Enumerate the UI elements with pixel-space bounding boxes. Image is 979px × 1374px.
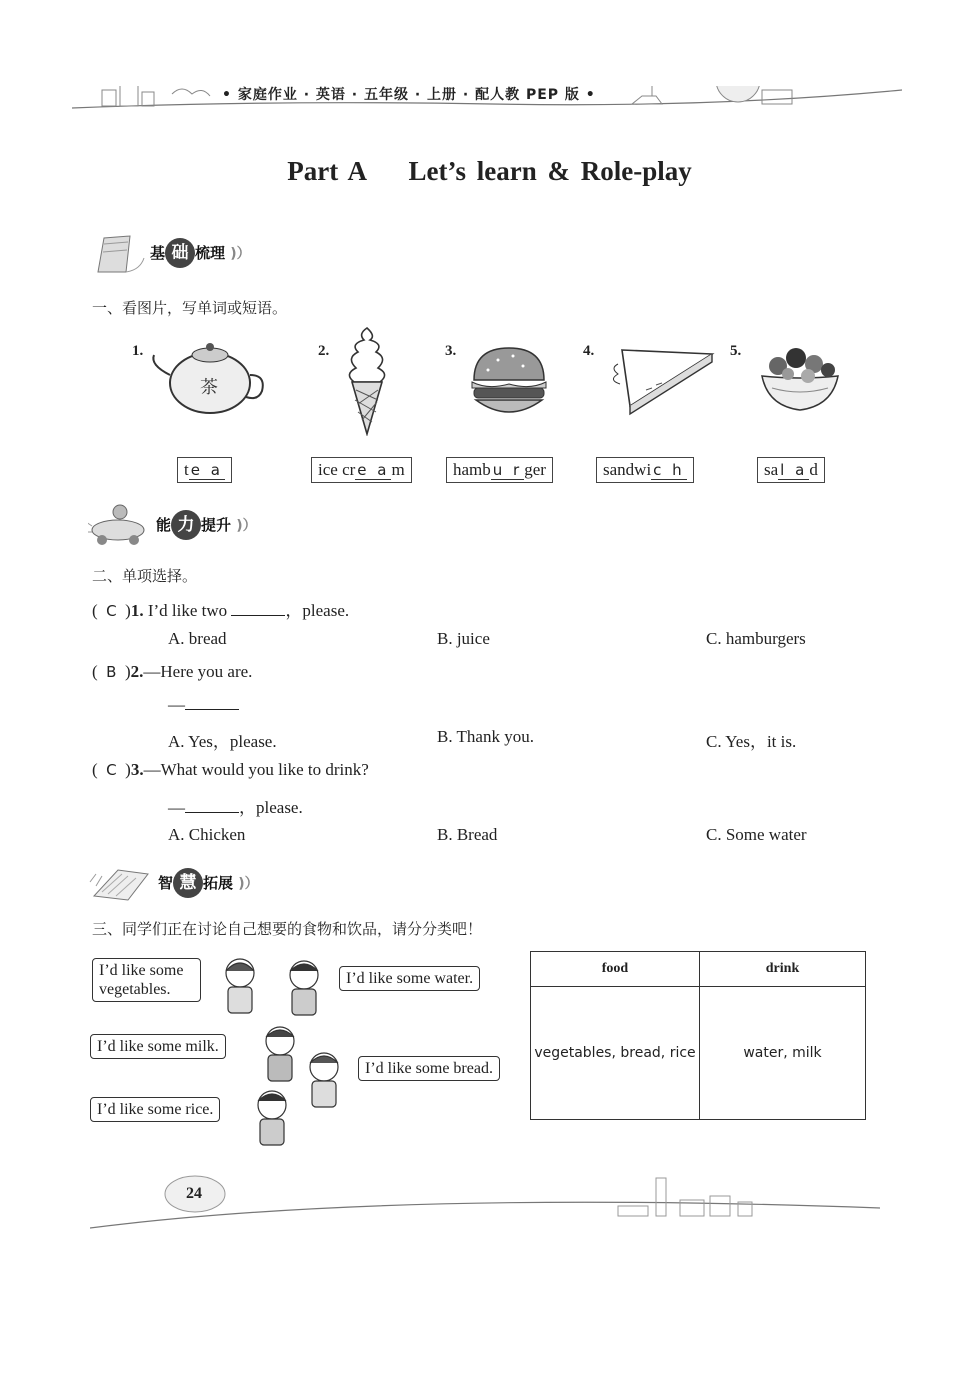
question-number: 1. [130,601,144,620]
children-illustration [200,955,360,1150]
item-number: 3. [445,343,457,359]
question-stem: —Here you are. [143,662,253,681]
page-number: 24 [186,1185,202,1202]
mc-question-3: ( C )3.—What would you like to drink? [92,760,369,779]
option-b[interactable]: B. Thank you. [437,727,534,746]
blank-line[interactable] [185,798,239,813]
option-a[interactable]: A. bread [168,629,227,648]
hamburger-icon [468,344,550,420]
speech-bubble: I’d like some vegetables. [92,958,201,1002]
word-suffix: m [391,460,405,479]
filled-letters[interactable]: e a [357,461,390,479]
answer-box-tea [177,457,232,483]
question-stem-end: ，please. [285,601,350,620]
drink-header: drink [700,952,866,987]
banner-char: 基 [150,244,166,262]
word-prefix: t [184,460,189,479]
question-2-heading: 二、单项选择。 [92,567,198,585]
answer-box-salad [757,457,825,483]
word-prefix: hamb [453,460,491,479]
item-number: 1. [132,343,144,359]
salad-icon [756,340,844,416]
mc-question-2: ( B )2.—Here you are. [92,662,253,681]
word-suffix: d [809,460,818,479]
scroll-icon [90,232,148,276]
question-stem: —What would you like to drink? [143,760,369,779]
option-c[interactable]: C. Some water [706,825,807,844]
item-number: 4. [583,343,595,359]
blank-line[interactable] [231,601,285,616]
teapot-icon [148,335,268,417]
sandwich-icon [600,344,718,416]
question-number: 2. [130,662,144,681]
blank-line[interactable] [185,695,239,710]
svg-text:茶: 茶 [200,377,218,397]
page-title: Part A Let’s learn & Role-play [287,156,692,186]
banner-char: 能 [156,516,172,534]
banner-chars: 梳理 [195,244,226,262]
food-answer-cell[interactable]: vegetables, bread, rice [531,987,700,1120]
word-prefix: sa [764,460,779,479]
speech-bubble: I’d like some milk. [90,1034,226,1059]
option-c[interactable]: C. hamburgers [706,629,806,648]
speech-bubble: I’d like some bread. [358,1056,500,1081]
question-stem: I’d like two [147,601,228,620]
ice-cream-icon [342,326,392,436]
option-a[interactable]: A. Yes，please. [168,732,277,751]
answer-box-ice-cream [311,457,412,483]
dash: — [168,798,185,817]
header-dot-left: • [222,87,238,103]
banner-parens: )） [230,246,251,262]
book-series-header [222,84,596,104]
books-icon [88,860,158,904]
filled-letters[interactable]: u r [492,461,523,479]
word-prefix: sandwi [603,460,652,479]
answer-box-hamburger [446,457,553,483]
response-end: ，please. [239,798,303,817]
banner-parens: )） [236,518,257,534]
answer-choice[interactable]: C [106,602,117,620]
answer-choice[interactable]: C [106,761,117,779]
speech-bubble: I’d like some water. [339,966,480,991]
food-header: food [531,952,700,987]
dash: — [168,695,185,714]
word-prefix: ice cr [318,460,356,479]
filled-letters[interactable]: l a [780,461,808,479]
word-suffix: ger [524,460,546,479]
option-c[interactable]: C. Yes，it is. [706,732,797,751]
banner-highlight-char: 慧 [173,868,203,898]
food-drink-table [530,951,866,1120]
banner-highlight-char: 础 [165,238,195,268]
banner-chars: 提升 [201,516,232,534]
banner-parens: )） [238,876,259,892]
drink-answer-cell[interactable]: water, milk [700,987,866,1120]
answer-box-sandwich [596,457,694,483]
response-line [168,695,239,715]
header-dot-right: • [579,87,596,103]
series-title: 家庭作业 · 英语 · 五年级 · 上册 · 配人教 PEP 版 [237,87,580,103]
rocket-car-icon [88,502,154,546]
banner-chars: 拓展 [203,874,234,892]
banner-char: 智 [158,874,174,892]
mc-question-1: ( C )1. I’d like two ，please. [92,601,350,620]
option-b[interactable]: B. juice [437,629,490,648]
option-b[interactable]: B. Bread [437,825,498,844]
item-number: 5. [730,343,742,359]
item-number: 2. [318,343,330,359]
question-1-heading: 一、看图片，写单词或短语。 [92,299,288,317]
question-number: 3. [130,760,144,779]
filled-letters[interactable]: c h [653,461,685,479]
answer-choice[interactable]: B [106,663,117,681]
filled-letters[interactable]: e a [190,461,223,479]
response-line [168,793,303,818]
banner-highlight-char: 力 [171,510,201,540]
speech-bubble: I’d like some rice. [90,1097,220,1122]
option-a[interactable]: A. Chicken [168,825,246,844]
question-3-heading: 三、同学们正在讨论自己想要的食物和饮品，请分分类吧！ [92,920,483,938]
